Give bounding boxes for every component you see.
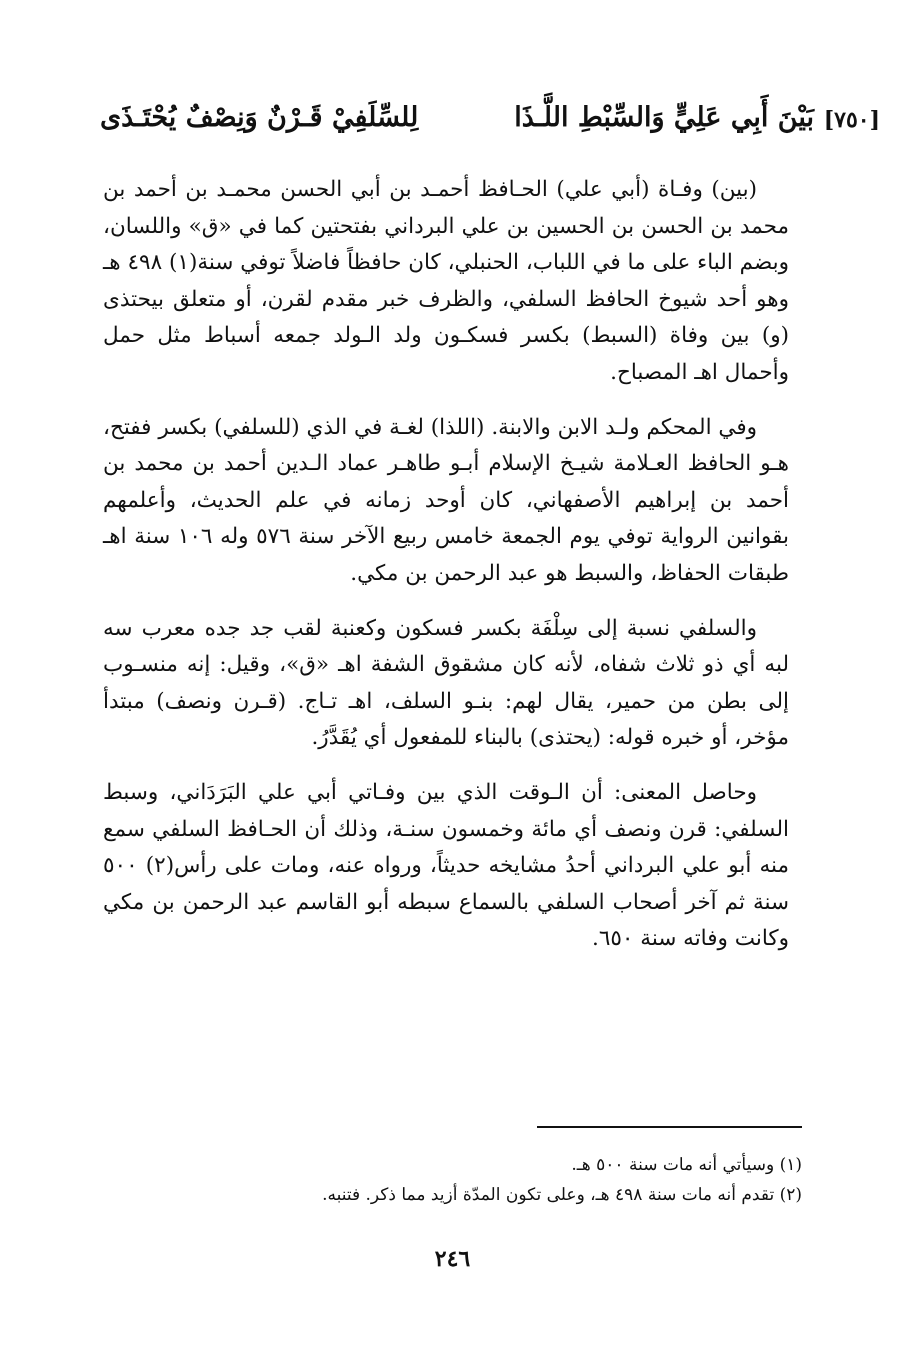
footnote-separator (537, 1126, 802, 1128)
footnotes (116, 1150, 802, 1210)
commentary-paragraph: (بين) وفـاة (أبي علي) الحـافظ أحمـد بن أبي الحسن محمـد بن أحمد بن محمد بن الحسن بن الحسين بن علي البرداني بفتحتين كما في «ق» واللسان، وبضم الباء على ما في اللباب، الحنبلي، كان حافظاً فاضلاً توفي سنة(١) ٤٩٨ هـ وهو أحد شيوخ الحافظ السلفي، والظرف خبر مقدم لقرن، أو متعلق بيحتذى (و) بين وفاة (السبط) بكسر فسكـون ولد الـولد جمعه أسباط مثل حمل وأحمال اهـ المصباح. (103, 177, 789, 385)
page-number: ٢٤٦ (434, 1246, 471, 1272)
footnote-1: (١) وسيأتي أنه مات سنة ٥٠٠ هـ. (571, 1155, 802, 1175)
commentary-paragraph: والسلفي نسبة إلى سِلْفَة بكسر فسكون وكعنبة لقب جد جده معرب سه لبه أي ذو ثلاث شفاه، لأنه كان مشقوق الشفة اهـ «ق»، وقيل: إنه منسـوب إلى بطن من حمير، يقال لهم: بنـو السلف، اهـ تـاج. (قـرن ونصف) مبتدأ مؤخر، أو خبره قوله: (يحتذى) بالبناء للمفعول أي يُقَدَّرُ. (103, 615, 789, 751)
commentary-body (103, 172, 789, 976)
verse-header (100, 96, 880, 140)
verse-second-hemistich: لِلسِّلَفِيْ قَـرْنٌ وَنِصْفٌ يُحْتَـذَى (100, 102, 419, 133)
verse-first-hemistich: بَيْنَ أَبِي عَلِيٍّ وَالسِّبْطِ اللَّـذَا (514, 102, 814, 133)
commentary-paragraph: وفي المحكم ولـد الابن والابنة. (اللذا) لغـة في الذي (للسلفي) بكسر ففتح، هـو الحافظ العـلامة شيـخ الإسلام أبـو طاهـر عماد الـدين أحمد بن محمد بن أحمد بن إبراهيم الأصفهاني، كان أوحد زمانه في علم الحديث، وأعلمهم بقوانين الرواية توفي يوم الجمعة خامس ربيع الآخر سنة ٥٧٦ وله ١٠٦ سنة اهـ طبقات الحفاظ، والسبط هو عبد الرحمن بن مكي. (103, 414, 789, 586)
footnote-2: (٢) تقدم أنه مات سنة ٤٩٨ هـ، وعلى تكون المدّة أزيد مما ذكر. فتنبه. (322, 1185, 802, 1205)
commentary-paragraph: وحاصل المعنى: أن الـوقت الذي بين وفـاتي أبي علي البَرَدَاني، وسبط السلفي: قرن ونصف أي مائة وخمسون سنـة، وذلك أن الحـافظ السلفي سمع منه أبو علي البرداني أحدُ مشايخه حديثاً، ورواه عنه، ومات على رأس(٢) ٥٠٠ سنة ثم آخر أصحاب السلفي بالسماع سبطه أبو القاسم عبد الرحمن بن مكي وكانت وفاته سنة ٦٥٠. (103, 779, 789, 952)
verse-number: [٧٥٠] (823, 107, 880, 133)
